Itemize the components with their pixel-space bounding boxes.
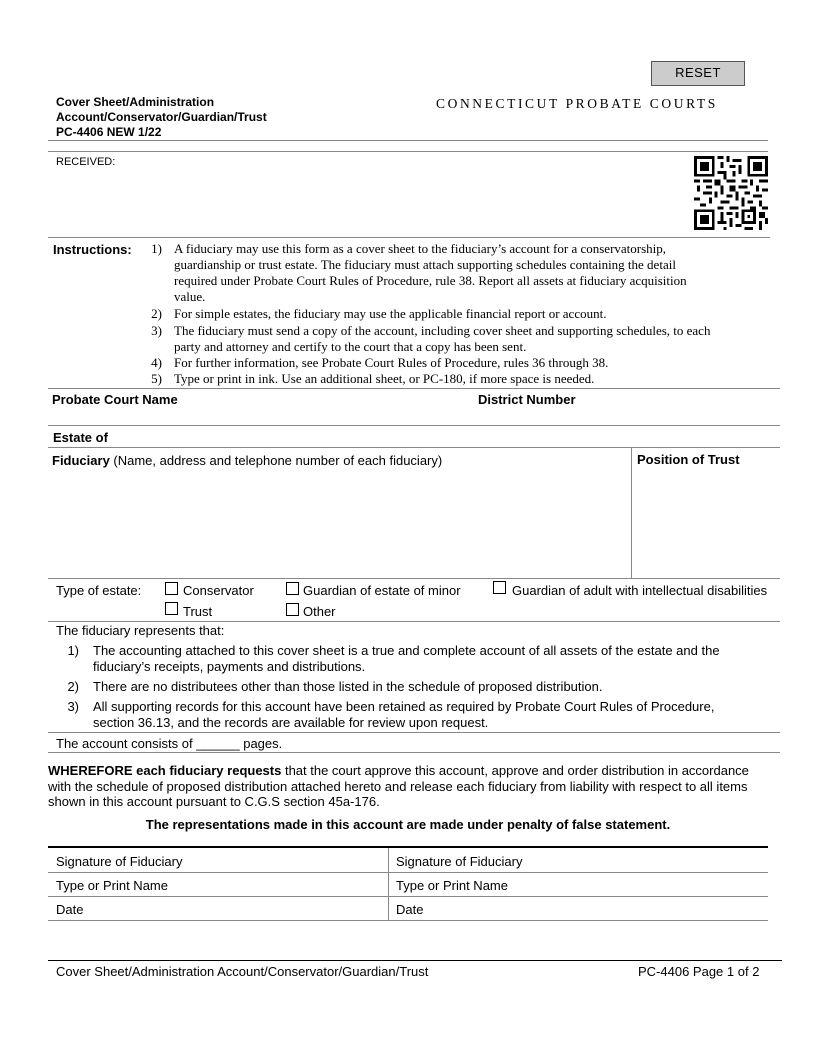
account-pages-text (56, 736, 282, 751)
footer-divider (48, 960, 782, 961)
divider (48, 425, 780, 426)
instruction-line: required under Probate Court Rules of Procedure, rule 38. Report all assets at fiduciary acquisition (174, 273, 687, 288)
fiduciary-label (52, 453, 442, 468)
divider (48, 237, 770, 238)
form-title (56, 95, 267, 140)
trust-label: Trust (183, 604, 213, 619)
instruction-line: party and attorney and certify to the court that a copy has been sent. (174, 339, 527, 354)
representation-line: section 36.13, and the records are available for review upon request. (93, 714, 489, 730)
estate-type-label: Type of estate: (56, 583, 142, 598)
print-name-label-1: Type or Print Name (56, 878, 168, 893)
conservator-checkbox[interactable] (165, 582, 178, 595)
divider (48, 896, 768, 897)
guardian-adult-label: Guardian of adult with intellectual disabilities (512, 583, 768, 598)
court-name-heading: CONNECTICUT PROBATE COURTS (436, 96, 718, 111)
instructions-label: Instructions: (53, 242, 132, 257)
fiduciary-field[interactable] (52, 470, 628, 576)
form-title-line: Account/Conservator/Guardian/Trust (56, 110, 267, 124)
date-field-1[interactable] (100, 898, 385, 918)
footer-page-number: PC-4406 Page 1 of 2 (638, 964, 760, 979)
form-number: PC-4406 NEW 1/22 (56, 125, 162, 139)
divider (631, 447, 632, 578)
divider (48, 621, 780, 622)
wherefore-line: shown in this account pursuant to C.G.S section 45a-176. (48, 794, 380, 809)
penalty-statement: The representations made in this account are made under penalty of false statement. (145, 817, 671, 832)
qr-code-icon (694, 156, 768, 230)
instruction-number: 5) (151, 371, 162, 386)
signature-label-2: Signature of Fiduciary (396, 854, 523, 869)
instruction-number: 3) (151, 323, 162, 338)
instruction-line: For further information, see Probate Court Rules of Procedure, rules 36 through 38. (174, 355, 609, 370)
representation-number: 1) (67, 643, 79, 658)
position-of-trust-field[interactable] (637, 470, 777, 576)
account-pages-suffix: pages. (243, 736, 283, 751)
print-name-field-1[interactable] (185, 874, 385, 894)
divider (48, 920, 768, 921)
form-title-line: Cover Sheet/Administration (56, 95, 215, 109)
divider (48, 846, 768, 848)
divider (48, 140, 768, 141)
wherefore-line: that the court approve this account, approve and order distribution in accordance (281, 763, 749, 778)
divider (48, 752, 780, 753)
fiduciary-hint: (Name, address and telephone number of each fiduciary) (109, 453, 443, 468)
account-pages-blank[interactable]: ______ (196, 736, 240, 751)
estate-of-label: Estate of (53, 430, 108, 445)
date-field-2[interactable] (440, 898, 765, 918)
instruction-number: 1) (151, 241, 162, 256)
probate-court-name-field[interactable] (48, 410, 780, 424)
position-of-trust-label: Position of Trust (637, 452, 740, 467)
representation-line: All supporting records for this account have been retained as required by Probate Court Rules of Procedure, (93, 699, 715, 714)
wherefore-bold: WHEREFORE each fiduciary requests (48, 763, 282, 778)
instruction-line: guardianship or trust estate. The fiduciary must attach supporting schedules containing the detail (174, 257, 676, 272)
date-label-2: Date (396, 902, 424, 917)
instruction-line: For simple estates, the fiduciary may use the applicable financial report or account. (174, 306, 607, 321)
wherefore-line: with the schedule of proposed distribution attached hereto and release each fiduciary from liability with respect to all items (48, 778, 748, 794)
representation-line: The accounting attached to this cover sheet is a true and complete account of all assets of the estate and the (93, 643, 720, 658)
other-label: Other (303, 604, 336, 619)
instruction-number: 2) (151, 306, 162, 321)
trust-checkbox[interactable] (165, 602, 178, 615)
divider (388, 848, 389, 920)
guardian-adult-checkbox[interactable] (493, 581, 506, 594)
signature-field-1[interactable] (200, 850, 385, 870)
date-label-1: Date (56, 902, 84, 917)
print-name-label-2: Type or Print Name (396, 878, 508, 893)
instruction-line: A fiduciary may use this form as a cover sheet to the fiduciary’s account for a conservatorship, (174, 241, 667, 256)
representation-line: There are no distributees other than those listed in the schedule of proposed distribution. (93, 679, 603, 694)
representation-number: 2) (67, 679, 79, 694)
reset-button[interactable]: RESET (651, 61, 745, 86)
representations-intro: The fiduciary represents that: (56, 623, 225, 638)
instruction-line: value. (174, 289, 206, 304)
instruction-line: Type or print in ink. Use an additional sheet, or PC-180, if more space is needed. (174, 371, 595, 386)
representation-line: fiduciary’s receipts, payments and distributions. (93, 658, 366, 674)
instruction-line: The fiduciary must send a copy of the account, including cover sheet and supporting schedules, to each (174, 323, 711, 338)
signature-field-2[interactable] (540, 850, 765, 870)
divider (48, 732, 780, 733)
signature-label-1: Signature of Fiduciary (56, 854, 183, 869)
divider (48, 872, 768, 873)
other-checkbox[interactable] (286, 603, 299, 616)
guardian-minor-label: Guardian of estate of minor (303, 583, 461, 598)
representation-number: 3) (67, 699, 79, 714)
instruction-number: 4) (151, 355, 162, 370)
divider (48, 151, 768, 152)
account-pages-prefix: The account consists of (56, 736, 193, 751)
probate-court-name-label: Probate Court Name (52, 392, 178, 407)
district-number-label: District Number (478, 392, 576, 407)
divider (48, 578, 780, 579)
divider (48, 388, 780, 389)
conservator-label: Conservator (183, 583, 254, 598)
fiduciary-label-bold: Fiduciary (52, 453, 110, 468)
estate-of-field[interactable] (120, 428, 780, 446)
divider (48, 447, 780, 448)
received-label: RECEIVED: (56, 156, 116, 168)
footer-title: Cover Sheet/Administration Account/Conservator/Guardian/Trust (56, 964, 429, 979)
wherefore-paragraph (48, 763, 788, 810)
print-name-field-2[interactable] (525, 874, 765, 894)
guardian-minor-checkbox[interactable] (286, 582, 299, 595)
